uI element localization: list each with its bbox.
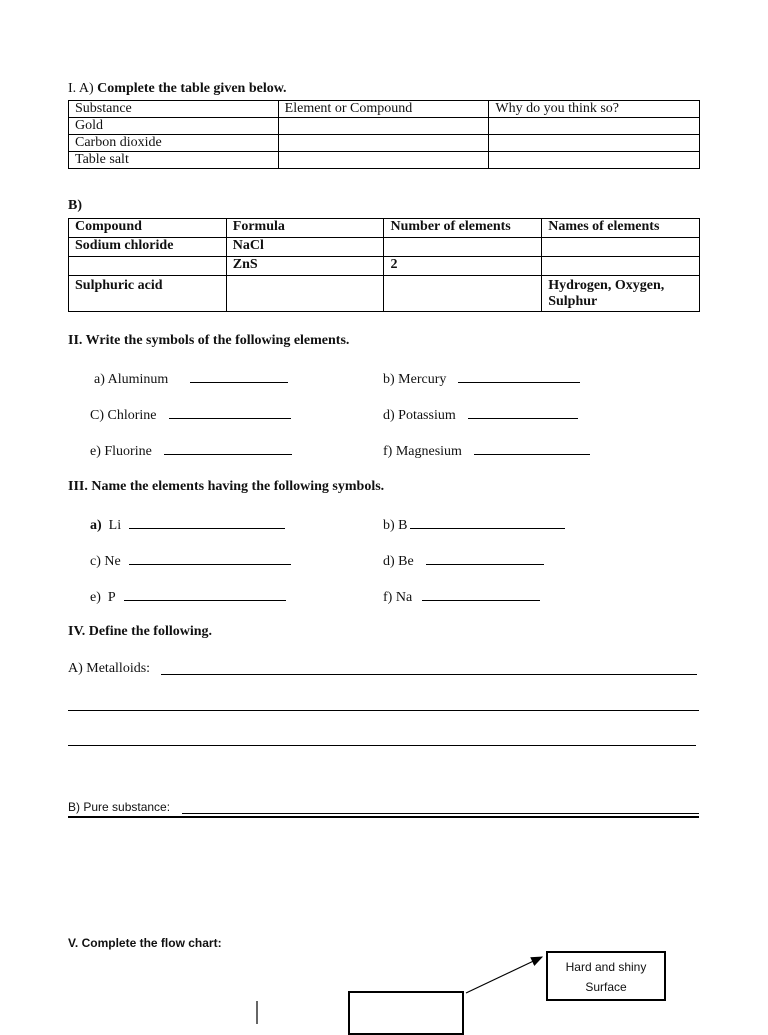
table-cell: Gold xyxy=(69,118,279,135)
table-cell: Formula xyxy=(226,219,384,238)
table-cell: Substance xyxy=(69,101,279,118)
table-cell: Sulphuric acid xyxy=(69,276,227,312)
table-cell: Element or Compound xyxy=(278,101,489,118)
section-4-heading: IV. Define the following. xyxy=(68,624,213,639)
element-symbol: B xyxy=(398,518,408,533)
table-cell: Carbon dioxide xyxy=(69,135,279,152)
table-cell: Number of elements xyxy=(384,219,542,238)
section-2-heading: II. Write the symbols of the following elements. xyxy=(68,333,350,348)
element-symbol: Be xyxy=(398,554,414,569)
table-cell: Compound xyxy=(69,219,227,238)
pure-substance-label: B) Pure substance: xyxy=(68,800,171,814)
metalloids-label: A) Metalloids: xyxy=(68,661,151,676)
question-letter: f) xyxy=(383,590,393,605)
section-1b-label: B) xyxy=(68,198,82,213)
question-label: f) Magnesium xyxy=(383,444,462,459)
question-label: C) Chlorine xyxy=(90,408,157,423)
question-letter: d) xyxy=(383,554,395,569)
section-3-heading: III. Name the elements having the following symbols. xyxy=(68,479,385,494)
element-symbol: Ne xyxy=(104,554,121,569)
flowchart-arrow xyxy=(466,957,542,993)
table-cell: Why do you think so? xyxy=(489,101,700,118)
table-cell: ZnS xyxy=(226,257,384,276)
table-cell: Table salt xyxy=(69,152,279,169)
table-cell: Names of elements xyxy=(542,219,700,238)
element-symbol: P xyxy=(107,590,116,605)
question-letter: c) xyxy=(90,554,101,569)
table-cell: Sodium chloride xyxy=(69,238,227,257)
table-cell: Hydrogen, Oxygen, Sulphur xyxy=(542,276,700,312)
flowchart-box-text-1: Hard and shiny xyxy=(565,960,647,974)
question-letter: b) xyxy=(383,518,395,533)
section-1-number: I. A) xyxy=(68,81,94,96)
section-1-title: Complete the table given below. xyxy=(97,81,287,96)
question-label: d) Potassium xyxy=(383,408,456,423)
question-letter: e) xyxy=(90,590,101,605)
table-cell: NaCl xyxy=(226,238,384,257)
question-label: a) Aluminum xyxy=(94,372,169,387)
element-symbol: Na xyxy=(395,590,413,605)
question-letter: a) xyxy=(90,518,102,533)
question-label: b) Mercury xyxy=(383,372,447,387)
table-cell: 2 xyxy=(384,257,542,276)
element-symbol: Li xyxy=(108,518,122,533)
question-label: e) Fluorine xyxy=(90,444,152,459)
section-5-heading: V. Complete the flow chart: xyxy=(68,936,222,950)
flowchart-box-text-2: Surface xyxy=(585,980,627,994)
